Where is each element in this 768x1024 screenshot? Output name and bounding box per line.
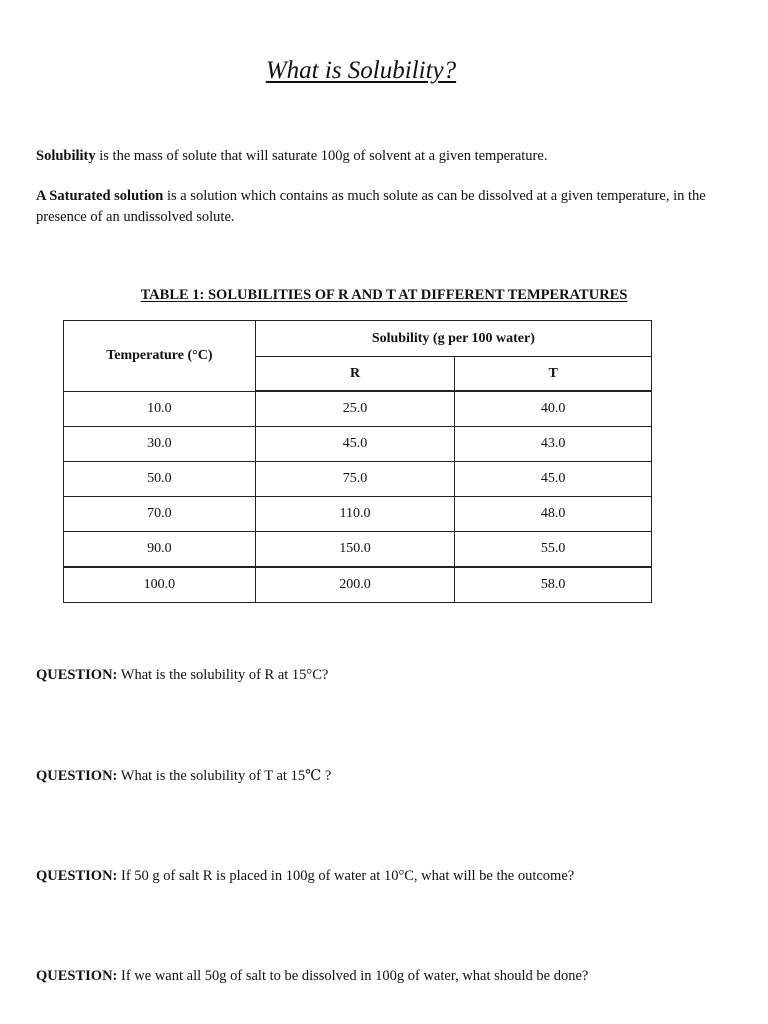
temp-cell: 100.0 (64, 567, 256, 603)
r-cell: 200.0 (255, 567, 455, 603)
t-cell: 58.0 (455, 567, 652, 603)
page-title: What is Solubility? (265, 57, 457, 84)
table-row (64, 567, 652, 603)
temp-cell: 10.0 (64, 391, 256, 427)
t-cell: 40.0 (455, 391, 652, 427)
table-caption: TABLE 1: SOLUBILITIES OF R AND T AT DIFFERENT TEMPERATURES (140, 287, 628, 303)
temp-cell: 70.0 (64, 497, 256, 532)
solubility-header: Solubility (g per 100 water) (255, 321, 651, 357)
r-column-header: R (255, 357, 455, 392)
t-cell: 55.0 (455, 532, 652, 568)
question-4 (36, 966, 736, 986)
t-cell: 43.0 (455, 427, 652, 462)
definition-text: is a solution which contains as much solute as can be dissolved at a given temperature, in the presence of an undissolved solute. (36, 188, 706, 225)
table-row (64, 391, 652, 427)
r-cell: 150.0 (255, 532, 455, 568)
definition-text: is the mass of solute that will saturate 100g of solvent at a given temperature. (95, 148, 548, 164)
table-row (64, 497, 652, 532)
r-cell: 110.0 (255, 497, 455, 532)
definition-term: A Saturated solution (36, 188, 164, 204)
question-3 (36, 866, 736, 886)
table-header-row (64, 321, 652, 357)
question-label: QUESTION: (36, 868, 118, 884)
r-cell: 25.0 (255, 391, 455, 427)
temp-cell: 90.0 (64, 532, 256, 568)
question-text: What is the solubility of T at 15℃ ? (117, 768, 332, 784)
question-2 (36, 766, 736, 786)
table-row (64, 532, 652, 568)
table-row (64, 462, 652, 497)
question-label: QUESTION: (36, 768, 118, 784)
question-1 (36, 665, 736, 685)
question-text: If 50 g of salt R is placed in 100g of water at 10°C, what will be the outcome? (117, 868, 575, 884)
solubility-table (63, 320, 652, 603)
definition-term: Solubility (36, 148, 96, 164)
t-cell: 48.0 (455, 497, 652, 532)
t-cell: 45.0 (455, 462, 652, 497)
question-text: What is the solubility of R at 15°C? (117, 667, 329, 683)
temperature-header: Temperature (°C) (64, 321, 256, 392)
r-cell: 75.0 (255, 462, 455, 497)
solubility-definition (36, 146, 736, 167)
temp-cell: 50.0 (64, 462, 256, 497)
saturated-solution-definition (36, 186, 736, 228)
question-label: QUESTION: (36, 968, 118, 984)
table-row (64, 427, 652, 462)
r-cell: 45.0 (255, 427, 455, 462)
t-column-header: T (455, 357, 652, 392)
question-label: QUESTION: (36, 667, 118, 683)
temp-cell: 30.0 (64, 427, 256, 462)
question-text: If we want all 50g of salt to be dissolved in 100g of water, what should be done? (117, 968, 589, 984)
